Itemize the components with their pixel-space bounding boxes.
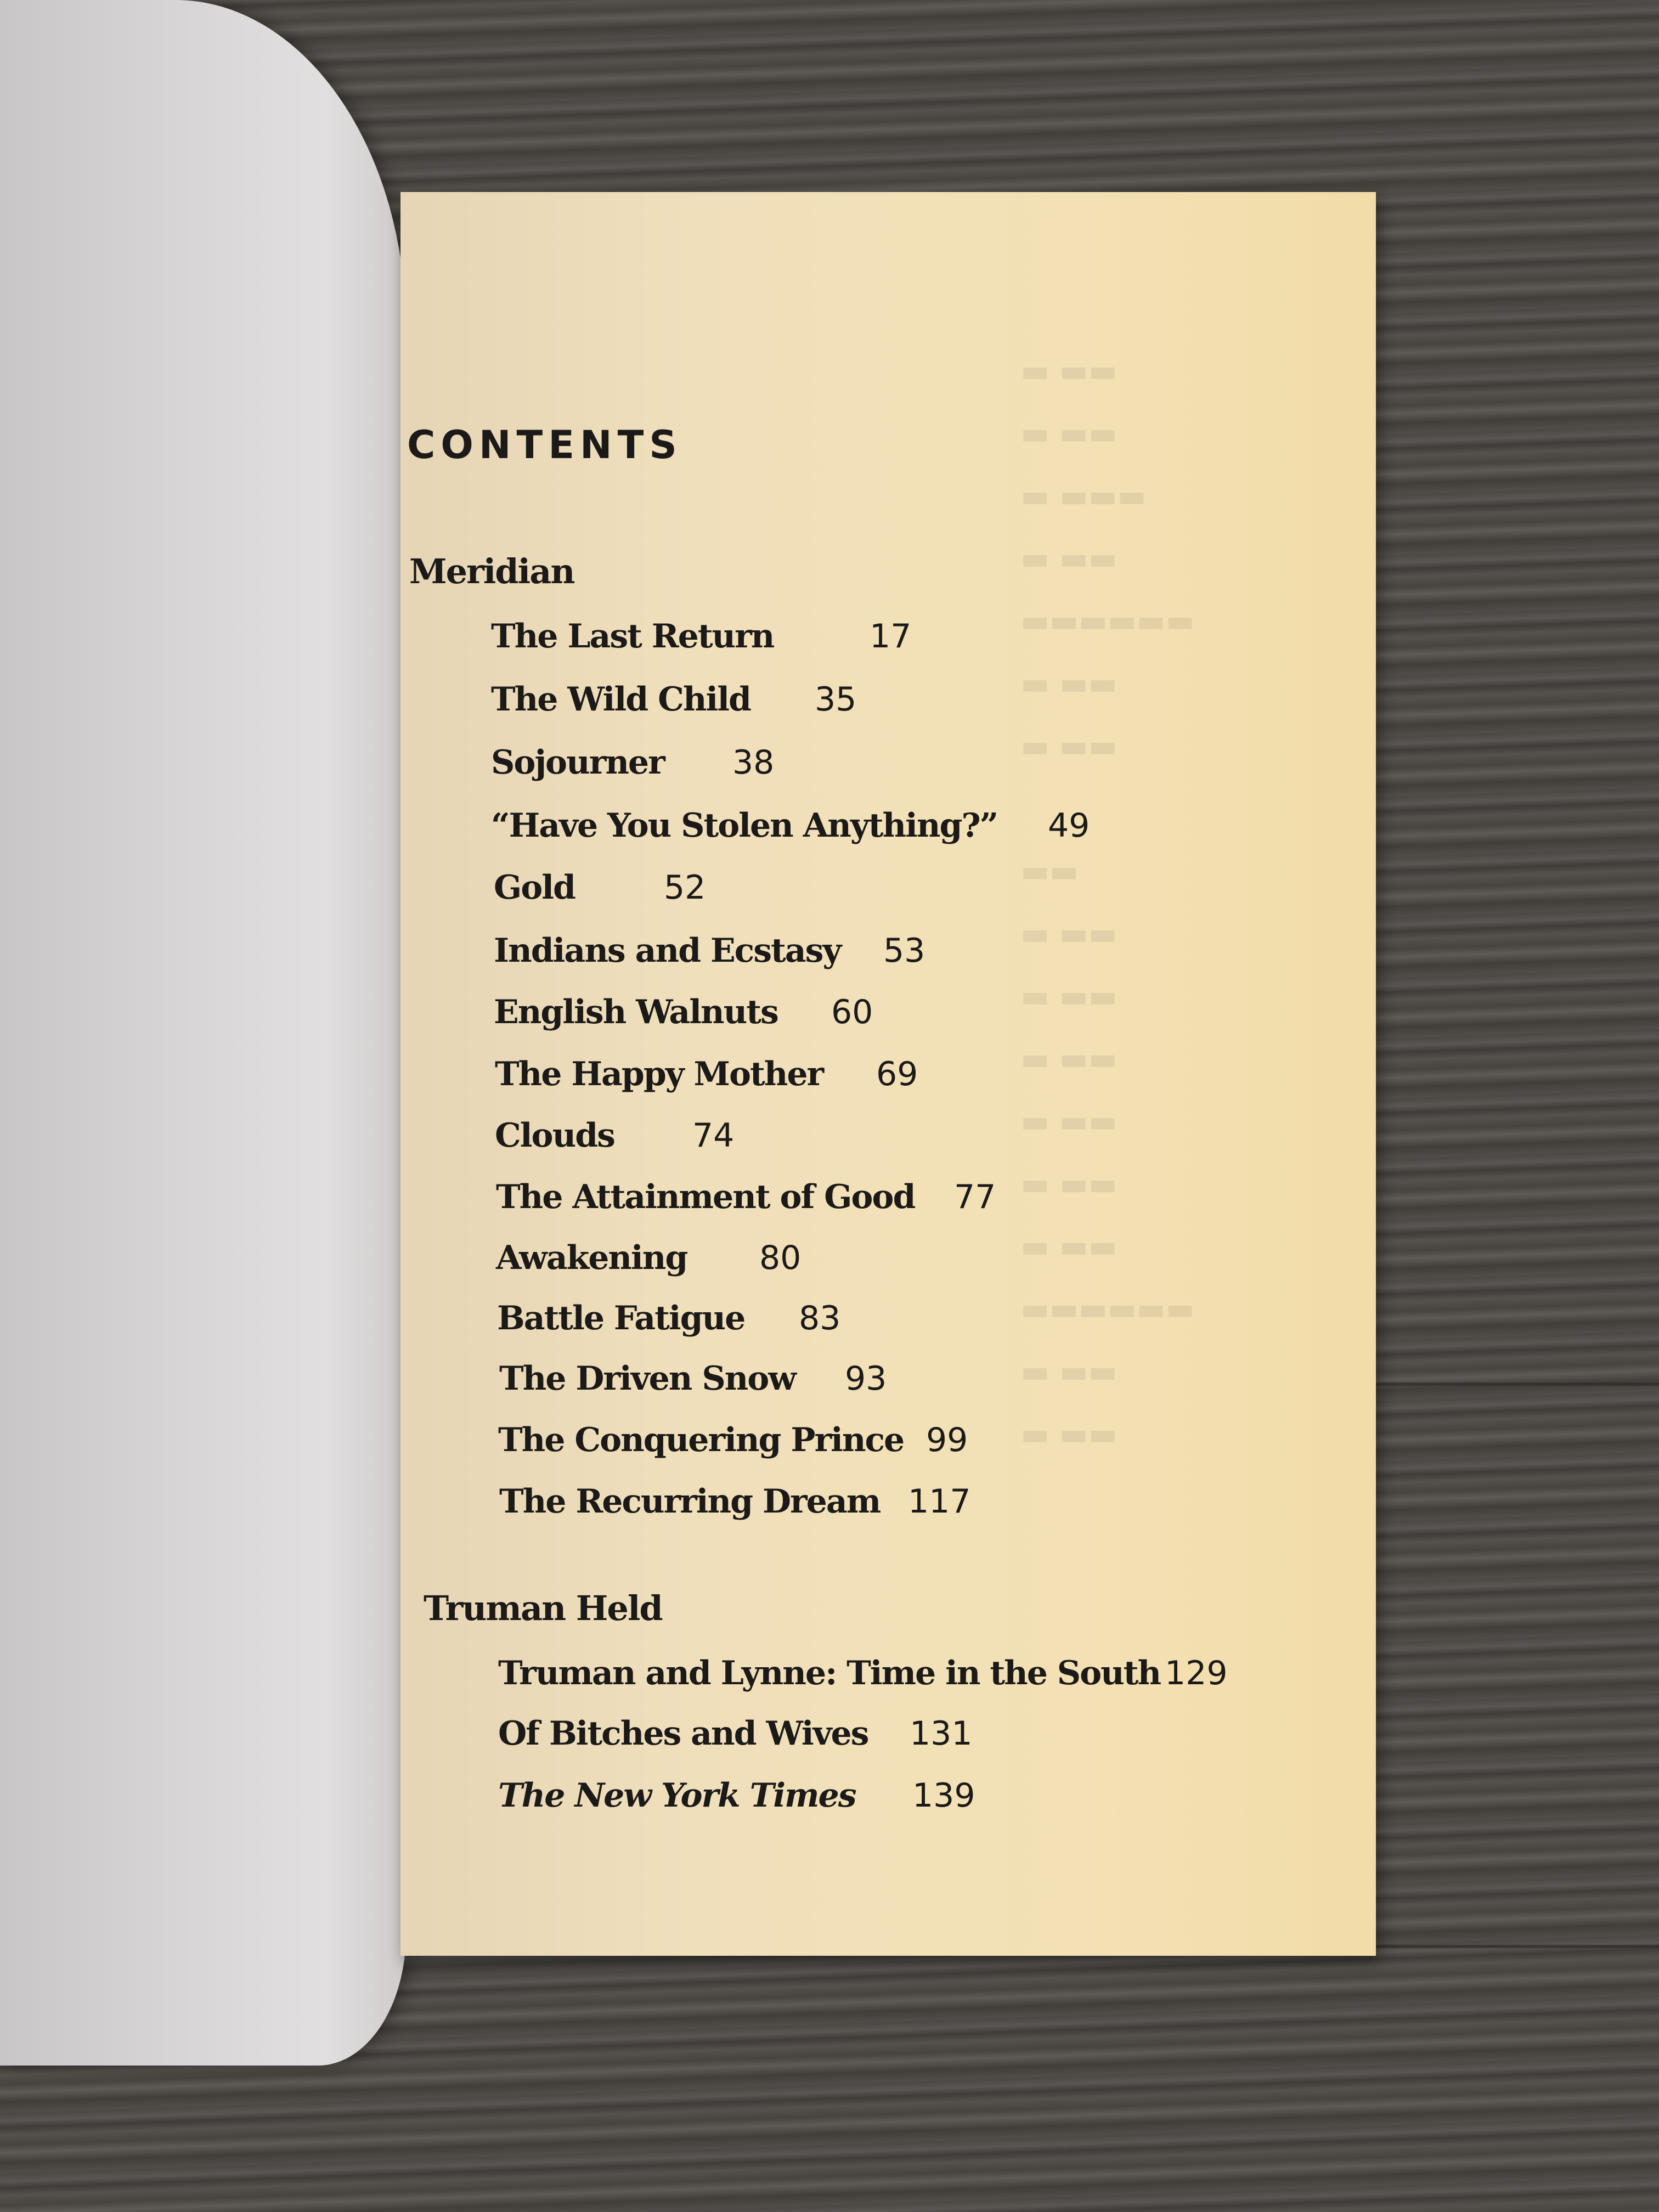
toc-entry-page: 17 xyxy=(870,617,912,656)
toc-entry-title: English Walnuts xyxy=(494,993,778,1031)
toc-entry-page: 117 xyxy=(908,1482,971,1521)
toc-entry-title: The Happy Mother xyxy=(495,1055,823,1093)
toc-entry-title: Awakening xyxy=(496,1239,687,1277)
toc-entry xyxy=(491,806,1090,845)
toc-entry-page: 99 xyxy=(926,1421,968,1459)
toc-entry-page: 74 xyxy=(692,1116,735,1155)
toc-entry-title: The New York Times xyxy=(498,1776,856,1815)
toc-entry-title: Truman and Lynne: Time in the South xyxy=(498,1654,1161,1692)
toc-entry-page: 77 xyxy=(954,1178,996,1216)
toc-entry-page: 35 xyxy=(815,680,857,719)
toc-entry-title: Gold xyxy=(494,868,575,907)
section-title-meridian: Meridian xyxy=(409,551,574,591)
toc-entry-title: The Recurring Dream xyxy=(499,1482,881,1521)
left-page xyxy=(0,0,406,2066)
toc-entry xyxy=(498,1714,973,1753)
toc-entry-title: “Have You Stolen Anything?” xyxy=(491,806,998,845)
toc-entry xyxy=(494,868,706,907)
toc-entry-title: Sojourner xyxy=(491,743,664,782)
toc-entry xyxy=(496,1178,996,1216)
toc-entry xyxy=(491,680,857,719)
toc-entry-page: 52 xyxy=(664,868,706,907)
toc-entry-title: Of Bitches and Wives xyxy=(498,1714,868,1753)
toc-entry xyxy=(494,993,873,1031)
toc-entry-title: The Driven Snow xyxy=(499,1359,795,1398)
toc-entry xyxy=(499,1359,887,1398)
toc-entry-title: Clouds xyxy=(495,1116,614,1155)
toc-entry xyxy=(496,1239,802,1277)
toc-entry-page: 129 xyxy=(1165,1654,1228,1692)
toc-entry xyxy=(498,1654,1228,1692)
toc-entry xyxy=(495,1055,918,1093)
toc-entry-title: Indians and Ecstasy xyxy=(494,932,841,970)
toc-entry-page: 38 xyxy=(732,743,775,782)
toc-entry xyxy=(498,1776,975,1815)
toc-entry xyxy=(499,1482,971,1521)
contents-heading: CONTENTS xyxy=(407,422,682,467)
toc-entry-title: The Attainment of Good xyxy=(496,1178,915,1216)
toc-entry-page: 131 xyxy=(910,1714,973,1753)
section-title-truman-held: Truman Held xyxy=(424,1588,662,1628)
toc-entry xyxy=(491,617,912,656)
toc-entry-page: 69 xyxy=(876,1055,918,1093)
show-through-text: ▬▬ ▬ ▬▬ ▬ ▬▬▬ ▬ ▬▬ ▬ ▬▬▬▬▬▬ ▬▬ ▬ ▬▬ ▬ ▬▬ ▬▬ ▬ ▬▬ ▬ ▬▬ ▬ ▬▬ ▬ ▬▬ ▬ ▬▬ ▬ ▬▬▬▬▬▬ ▬▬ ▬ ▬▬ ▬ xyxy=(1020,353,1195,1452)
toc-entry-title: The Conquering Prince xyxy=(498,1421,904,1459)
toc-entry-page: 53 xyxy=(883,932,926,970)
toc-entry-page: 60 xyxy=(831,993,873,1031)
toc-entry-page: 83 xyxy=(799,1299,841,1338)
toc-entry-title: Battle Fatigue xyxy=(497,1299,745,1338)
toc-entry-page: 139 xyxy=(912,1776,975,1815)
toc-entry-page: 49 xyxy=(1048,806,1090,845)
toc-entry xyxy=(494,932,926,970)
toc-entry xyxy=(498,1421,968,1459)
toc-entry-title: The Last Return xyxy=(491,617,774,656)
contents-page xyxy=(400,192,1376,1956)
toc-entry-page: 80 xyxy=(759,1239,802,1277)
toc-entry xyxy=(491,743,775,782)
toc-entry xyxy=(497,1299,841,1338)
toc-entry-title: The Wild Child xyxy=(491,680,751,719)
toc-entry xyxy=(495,1116,735,1155)
toc-entry-page: 93 xyxy=(845,1359,887,1398)
